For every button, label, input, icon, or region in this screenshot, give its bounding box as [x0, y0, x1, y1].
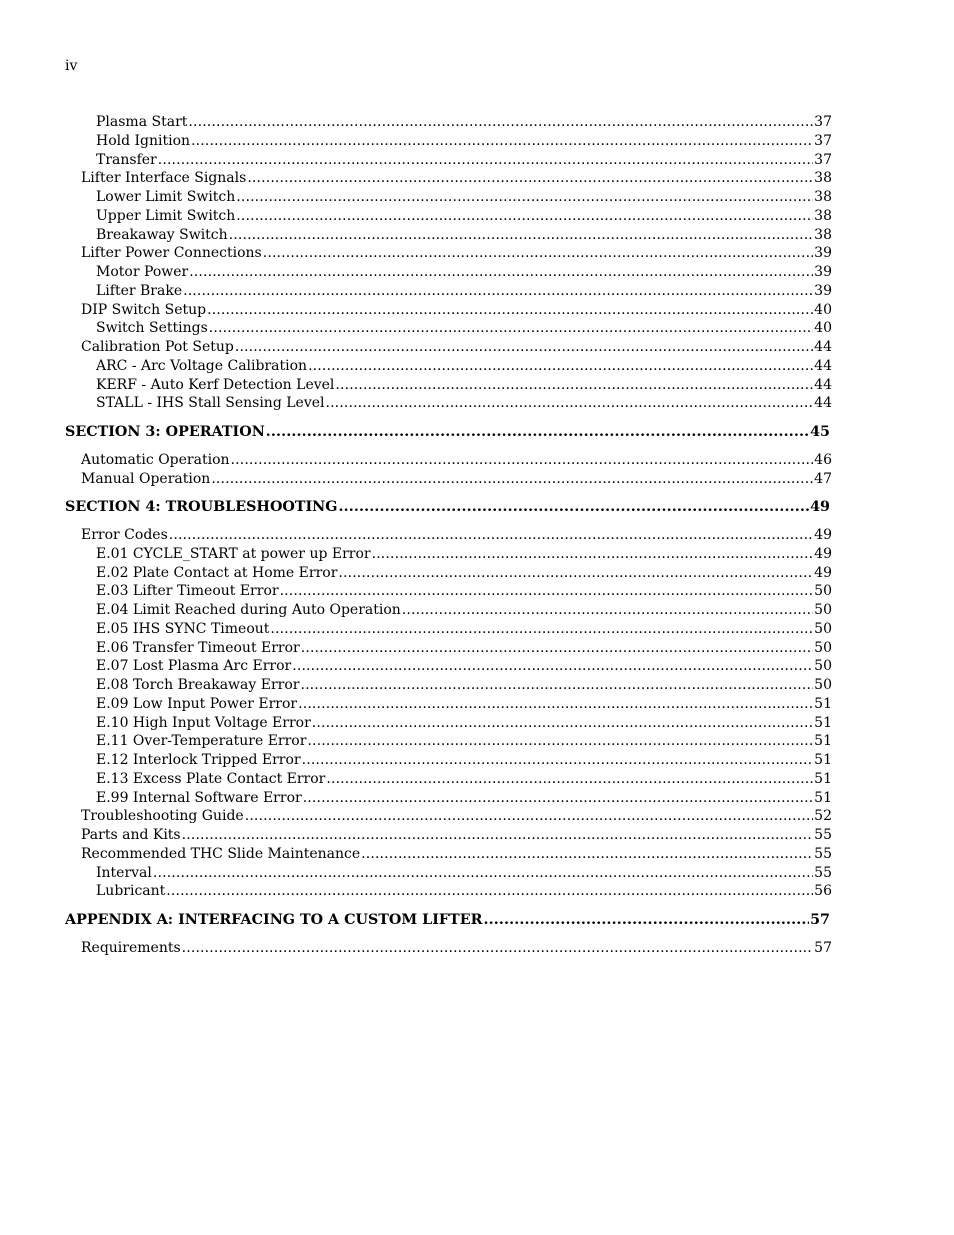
- toc-entry[interactable]: [96, 751, 832, 770]
- toc-entry-title: Switch Settings: [96, 320, 208, 337]
- toc-entry-title: Calibration Pot Setup: [81, 339, 234, 355]
- toc-entry[interactable]: [96, 864, 832, 883]
- toc-entry-page: 49: [814, 527, 832, 543]
- dot-leader: [325, 394, 813, 413]
- toc-entry-page: 51: [814, 789, 832, 806]
- dot-leader: [188, 113, 813, 132]
- toc-entry-page: 50: [814, 620, 832, 637]
- toc-entry-page: 52: [814, 808, 832, 825]
- toc-entry-title: STALL - IHS Stall Sensing Level: [96, 395, 325, 412]
- toc-entry-page: 55: [814, 827, 832, 843]
- toc-entry-title: Automatic Operation: [81, 451, 230, 468]
- dot-leader: [270, 620, 813, 639]
- toc-entry[interactable]: [81, 807, 832, 826]
- toc-entry-page: 51: [814, 714, 832, 731]
- toc-entry[interactable]: [81, 451, 832, 470]
- toc-entry-title: SECTION 3: OPERATION: [65, 423, 265, 440]
- toc-entry-page: 38: [814, 189, 832, 205]
- dot-leader: [209, 319, 813, 338]
- toc-entry-page: 57: [814, 939, 832, 956]
- toc-entry-page: 38: [814, 207, 832, 224]
- toc-entry-page: 38: [814, 226, 832, 243]
- toc-entry-page: 44: [814, 339, 832, 355]
- dot-leader: [302, 751, 814, 770]
- toc-entry-title: Troubleshooting Guide: [81, 808, 244, 825]
- toc-entry-page: 39: [814, 245, 832, 262]
- toc-entry-page: 39: [814, 264, 832, 280]
- toc-entry[interactable]: [81, 244, 832, 263]
- toc-entry[interactable]: [96, 789, 832, 808]
- toc-entry-title: E.07 Lost Plasma Arc Error: [96, 658, 292, 675]
- dot-leader: [211, 470, 813, 489]
- dot-leader: [263, 244, 813, 263]
- toc-entry[interactable]: [81, 526, 832, 545]
- toc-entry-page: 37: [814, 151, 832, 168]
- dot-leader: [326, 770, 813, 789]
- dot-leader: [236, 188, 813, 207]
- toc-entry-page: 57: [810, 911, 830, 928]
- dot-leader: [300, 676, 813, 695]
- toc-entry[interactable]: [81, 470, 832, 489]
- toc-entry[interactable]: [96, 601, 832, 620]
- toc-entry[interactable]: [96, 582, 832, 601]
- dot-leader: [312, 714, 813, 733]
- toc-entry[interactable]: [96, 564, 832, 583]
- toc-entry[interactable]: [96, 657, 832, 676]
- toc-entry[interactable]: [96, 676, 832, 695]
- toc-entry-title: E.03 Lifter Timeout Error: [96, 583, 279, 600]
- dot-leader: [169, 526, 813, 545]
- toc-entry-title: E.04 Limit Reached during Auto Operation: [96, 602, 401, 618]
- toc-entry-title: Lifter Power Connections: [81, 245, 262, 262]
- dot-leader: [182, 826, 814, 845]
- toc-entry[interactable]: [81, 338, 832, 357]
- toc-entry[interactable]: [96, 620, 832, 639]
- toc-entry-title: SECTION 4: TROUBLESHOOTING: [65, 498, 338, 515]
- toc-entry[interactable]: [81, 939, 832, 958]
- toc-entry-title: E.11 Over-Temperature Error: [96, 733, 307, 750]
- toc-entry-page: 50: [814, 583, 832, 600]
- toc-entry-title: E.06 Transfer Timeout Error: [96, 639, 300, 656]
- toc-entry-title: E.01 CYCLE_START at power up Error: [96, 545, 371, 562]
- toc-entry-title: Requirements: [81, 939, 181, 956]
- toc-entry[interactable]: [96, 882, 832, 901]
- dot-leader: [266, 423, 809, 442]
- toc-entry-title: Recommended THC Slide Maintenance: [81, 845, 361, 862]
- toc-entry-page: 56: [814, 883, 832, 900]
- toc-entry-title: ARC - Arc Voltage Calibration: [96, 357, 308, 374]
- page-number: iv: [65, 58, 78, 74]
- toc-entry-page: 44: [814, 357, 832, 374]
- toc-entry-page: 50: [814, 602, 832, 618]
- dot-leader: [338, 498, 809, 517]
- toc-entry[interactable]: [96, 732, 832, 751]
- dot-leader: [298, 695, 813, 714]
- dot-leader: [361, 845, 813, 864]
- dot-leader: [372, 545, 814, 564]
- toc-section-heading[interactable]: [65, 498, 830, 517]
- dot-leader: [158, 151, 813, 170]
- toc-entry-title: Upper Limit Switch: [96, 207, 236, 224]
- toc-entry[interactable]: [96, 695, 832, 714]
- toc-section-heading[interactable]: [65, 911, 830, 930]
- toc-entry-page: 50: [814, 677, 832, 693]
- toc-entry-title: Parts and Kits: [81, 827, 181, 843]
- toc-entry-title: Motor Power: [96, 264, 189, 280]
- toc-entry-page: 55: [814, 845, 832, 862]
- toc-entry-title: DIP Switch Setup: [81, 301, 207, 318]
- toc-entry-title: Lubricant: [96, 883, 166, 900]
- toc-entry-page: 40: [814, 320, 832, 337]
- toc-entry[interactable]: [96, 394, 832, 413]
- toc-entry-page: 46: [814, 451, 832, 468]
- toc-entry[interactable]: [81, 845, 832, 864]
- toc-entry-title: E.02 Plate Contact at Home Error: [96, 564, 338, 581]
- dot-leader: [247, 169, 813, 188]
- toc-entry[interactable]: [96, 188, 832, 207]
- dot-leader: [229, 226, 814, 245]
- toc-entry[interactable]: [96, 226, 832, 245]
- toc-entry-title: Breakaway Switch: [96, 226, 228, 243]
- dot-leader: [183, 282, 813, 301]
- dot-leader: [166, 882, 813, 901]
- toc-entry-page: 37: [814, 132, 832, 149]
- dot-leader: [483, 911, 809, 930]
- toc-entry-page: 49: [814, 564, 832, 581]
- toc-entry-title: Lower Limit Switch: [96, 189, 236, 205]
- toc-entry-page: 45: [810, 423, 830, 440]
- toc-entry[interactable]: [81, 826, 832, 845]
- dot-leader: [231, 451, 814, 470]
- dot-leader: [338, 564, 813, 583]
- toc-entry-title: Interval: [96, 864, 152, 881]
- toc-entry[interactable]: [96, 151, 832, 170]
- toc-entry-page: 51: [814, 733, 832, 750]
- dot-leader: [189, 263, 813, 282]
- toc-entry-title: Plasma Start: [96, 114, 188, 130]
- dot-leader: [402, 601, 813, 620]
- toc-entry[interactable]: [96, 714, 832, 733]
- toc-entry-title: Hold Ignition: [96, 132, 191, 149]
- dot-leader: [236, 207, 813, 226]
- toc-entry[interactable]: [96, 319, 832, 338]
- toc-entry-title: APPENDIX A: INTERFACING TO A CUSTOM LIFTER: [65, 911, 483, 928]
- toc-entry-title: Lifter Brake: [96, 282, 183, 299]
- toc-entry-page: 39: [814, 282, 832, 299]
- toc-entry-page: 51: [814, 752, 832, 768]
- toc-entry-page: 51: [814, 695, 832, 712]
- dot-leader: [301, 639, 813, 658]
- toc-entry[interactable]: [96, 639, 832, 658]
- toc-entry-page: 49: [810, 498, 830, 515]
- toc-entry[interactable]: [96, 357, 832, 376]
- toc-section-heading[interactable]: [65, 423, 830, 442]
- toc-entry-title: Manual Operation: [81, 470, 211, 487]
- toc-entry-page: 38: [814, 170, 832, 187]
- toc-entry-page: 49: [814, 545, 832, 562]
- dot-leader: [191, 132, 813, 151]
- toc-entry-page: 50: [814, 639, 832, 656]
- toc-entry[interactable]: [96, 132, 832, 151]
- toc-entry-title: E.05 IHS SYNC Timeout: [96, 620, 270, 637]
- dot-leader: [303, 789, 813, 808]
- toc-entry[interactable]: [81, 301, 832, 320]
- toc-entry-title: Error Codes: [81, 527, 168, 543]
- toc-entry-title: E.10 High Input Voltage Error: [96, 714, 311, 731]
- toc-entry-title: E.99 Internal Software Error: [96, 789, 302, 806]
- toc-entry[interactable]: [96, 545, 832, 564]
- dot-leader: [308, 357, 813, 376]
- toc-entry[interactable]: [96, 207, 832, 226]
- dot-leader: [335, 376, 813, 395]
- dot-leader: [280, 582, 814, 601]
- dot-leader: [307, 732, 813, 751]
- toc-entry[interactable]: [96, 113, 832, 132]
- toc-entry[interactable]: [96, 770, 832, 789]
- toc-entry-page: 51: [814, 770, 832, 787]
- toc-entry-title: E.09 Low Input Power Error: [96, 695, 298, 712]
- toc-entry-title: E.12 Interlock Tripped Error: [96, 752, 301, 768]
- dot-leader: [182, 939, 814, 958]
- toc-entry-title: E.08 Torch Breakaway Error: [96, 677, 300, 693]
- toc-entry[interactable]: [96, 376, 832, 395]
- dot-leader: [207, 301, 813, 320]
- toc-entry-title: E.13 Excess Plate Contact Error: [96, 770, 326, 787]
- toc-entry-page: 44: [814, 395, 832, 412]
- toc-entry-page: 55: [814, 864, 832, 881]
- toc-entry-page: 44: [814, 376, 832, 393]
- dot-leader: [153, 864, 813, 883]
- toc-entry-title: KERF - Auto Kerf Detection Level: [96, 376, 335, 393]
- toc-entry-page: 47: [814, 470, 832, 487]
- dot-leader: [292, 657, 813, 676]
- toc-entry-page: 37: [814, 114, 832, 130]
- toc-entry[interactable]: [96, 282, 832, 301]
- dot-leader: [245, 807, 813, 826]
- dot-leader: [235, 338, 813, 357]
- toc-entry-page: 40: [814, 301, 832, 318]
- toc-entry-title: Transfer: [96, 151, 157, 168]
- toc-entry[interactable]: [81, 169, 832, 188]
- toc-entry-title: Lifter Interface Signals: [81, 170, 247, 187]
- toc-entry[interactable]: [96, 263, 832, 282]
- toc-entry-page: 50: [814, 658, 832, 675]
